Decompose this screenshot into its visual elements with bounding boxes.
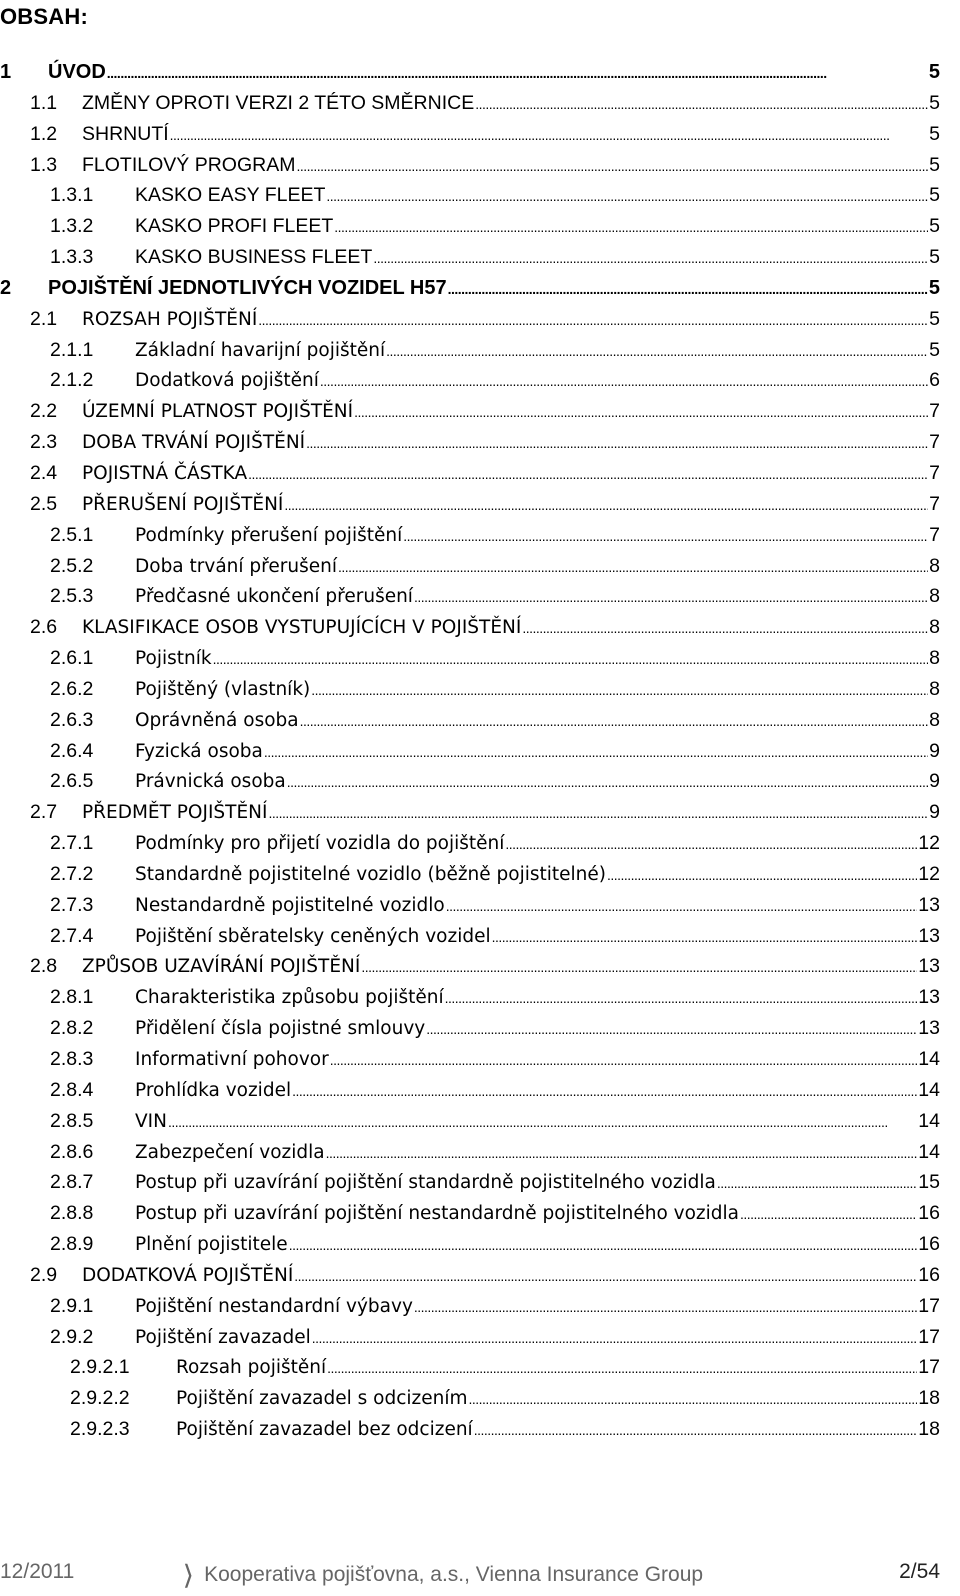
toc-dot-leader (284, 497, 928, 513)
toc-entry-title: Podmínky pro přijetí vozidla do pojištění (135, 833, 505, 855)
toc-entry[interactable] (0, 642, 960, 673)
toc-entry-number: 2.8.2 (50, 1017, 94, 1040)
toc-entry[interactable] (0, 611, 960, 642)
toc-entry-page: 15 (918, 1171, 940, 1194)
toc-dot-leader (312, 1330, 918, 1346)
toc-entry-number: 2.7.1 (50, 832, 94, 855)
toc-entry-page: 5 (929, 215, 940, 238)
toc-entry[interactable] (0, 950, 960, 981)
toc-entry-number: 2.1.2 (50, 369, 94, 392)
toc-entry[interactable] (0, 1290, 960, 1321)
toc-entry-body (176, 1418, 940, 1440)
toc-entry-page: 6 (929, 369, 940, 392)
toc-dot-leader (327, 1360, 917, 1376)
toc-entry-page: 8 (929, 554, 940, 577)
toc-entry-title: Přidělení čísla pojistné smlouvy (135, 1018, 426, 1040)
toc-dot-leader (338, 559, 928, 575)
footer-date: 12/2011 (0, 1560, 75, 1583)
toc-entry-number: 2.8.4 (50, 1078, 94, 1101)
toc-entry-title: Postup při uzavírání pojištění nestandardně pojistitelného vozidla (135, 1203, 740, 1225)
toc-dot-leader (248, 466, 928, 482)
toc-dot-leader (306, 435, 928, 451)
toc-entry[interactable] (0, 272, 960, 303)
toc-entry-title: KASKO EASY FLEET (135, 184, 326, 207)
toc-entry-title: ZPŮSOB UZAVÍRÁNÍ POJIŠTĚNÍ (82, 956, 361, 978)
page-footer (0, 1560, 960, 1590)
footer-company (178, 1560, 703, 1589)
toc-dot-leader (403, 528, 928, 544)
toc-entry-title: Plnění pojistitele (135, 1234, 288, 1256)
toc-entry-page: 13 (918, 893, 940, 916)
toc-entry-page: 13 (918, 986, 940, 1009)
toc-entry-number: 2.7 (30, 801, 58, 824)
toc-entry-page: 5 (929, 184, 940, 207)
toc-entry-title: Zabezpečení vozidla (135, 1141, 325, 1163)
toc-entry-page: 5 (929, 246, 940, 269)
toc-entry-title: ROZSAH POJIŠTĚNÍ (82, 308, 258, 330)
toc-entry-number: 2.9.2.3 (70, 1418, 130, 1441)
toc-entry-body (82, 462, 940, 484)
toc-entry[interactable] (0, 303, 960, 334)
toc-entry-body (135, 894, 940, 916)
toc-entry[interactable] (0, 457, 960, 488)
toc-entry-body (176, 1356, 940, 1378)
toc-dot-leader (492, 929, 918, 945)
toc-entry-body (135, 1202, 940, 1224)
toc-entry-body (135, 709, 940, 731)
toc-entry-number: 1.3.2 (50, 215, 94, 238)
toc-entry[interactable] (0, 858, 960, 889)
toc-entry-page: 12 (918, 862, 940, 885)
toc-entry-number: 1.1 (30, 91, 58, 114)
toc-entry-number: 2.8 (30, 955, 58, 978)
toc-entry[interactable] (0, 796, 960, 827)
toc-entry-title: Doba trvání přerušení (135, 555, 337, 577)
toc-entry[interactable] (0, 1321, 960, 1352)
toc-entry-number: 2 (0, 276, 12, 299)
toc-entry-page: 7 (929, 400, 940, 423)
toc-entry-number: 2.5 (30, 492, 58, 515)
toc-entry-page: 5 (928, 61, 940, 83)
toc-entry-body (82, 493, 940, 515)
toc-entry-title: Pojištěný (vlastník) (135, 678, 311, 700)
toc-dot-leader (717, 1175, 917, 1191)
toc-entry-title: Pojištění nestandardní výbavy (135, 1295, 413, 1317)
toc-entry-page: 13 (918, 924, 940, 947)
toc-entry[interactable] (0, 149, 960, 180)
toc-dot-leader (414, 589, 928, 605)
toc-entry[interactable] (0, 1413, 960, 1444)
toc-entry-page: 16 (918, 1233, 940, 1256)
toc-dot-leader (448, 281, 928, 297)
toc-entry-body (82, 1264, 940, 1286)
toc-heading: OBSAH: (0, 4, 88, 29)
toc-dot-leader (213, 651, 929, 667)
toc-entry-number: 2.6.1 (50, 647, 94, 670)
toc-entry-number: 2.1 (30, 307, 58, 330)
chevron-right-icon: ❭ (181, 1561, 196, 1588)
toc-entry-body (135, 369, 940, 391)
toc-dot-leader (326, 1145, 918, 1161)
toc-entry-body (135, 1048, 940, 1070)
toc-entry-title: FLOTILOVÝ PROGRAM (82, 153, 296, 176)
toc-dot-leader (268, 805, 928, 821)
toc-entry-title: ÚVOD (48, 61, 106, 83)
toc-entry-page: 5 (929, 153, 940, 176)
toc-entry-title: PŘERUŠENÍ POJIŠTĚNÍ (82, 493, 284, 515)
toc-entry-body (135, 1110, 940, 1132)
footer-company-name: Kooperativa pojišťovna, a.s., Vienna Insurance Group (204, 1562, 704, 1586)
toc-entry-number: 2.3 (30, 431, 58, 454)
toc-entry-page: 8 (929, 647, 940, 670)
toc-entry[interactable] (0, 426, 960, 457)
toc-entry-title: Informativní pohovor (135, 1049, 329, 1070)
toc-dot-leader (292, 1083, 917, 1099)
toc-entry[interactable] (0, 765, 960, 796)
toc-dot-leader (264, 744, 928, 760)
toc-entry-page: 9 (929, 801, 940, 824)
toc-entry-title: Prohlídka vozidel (135, 1079, 292, 1101)
toc-entry[interactable] (0, 920, 960, 951)
toc-entry-page: 14 (918, 1078, 940, 1101)
toc-entry-body (135, 925, 940, 947)
toc-dot-leader (740, 1206, 917, 1222)
toc-dot-leader (475, 96, 928, 112)
toc-entry-body (135, 986, 940, 1008)
toc-entry[interactable] (0, 488, 960, 519)
toc-dot-leader (522, 620, 928, 636)
toc-entry-page: 5 (929, 307, 940, 330)
toc-entry-title: Standardně pojistitelné vozidlo (běžně pojistitelné) (135, 863, 607, 885)
toc-entry-body (135, 1295, 940, 1317)
toc-entry[interactable] (0, 1136, 960, 1167)
toc-entry-number: 2.6.3 (50, 708, 94, 731)
toc-entry[interactable] (0, 519, 960, 550)
toc-dot-leader (474, 1422, 918, 1438)
toc-entry-title: POJIŠTĚNÍ JEDNOTLIVÝCH VOZIDEL H57 (48, 276, 447, 299)
toc-entry-number: 2.6.2 (50, 677, 94, 700)
toc-entry-body (135, 524, 940, 546)
toc-entry[interactable] (0, 118, 960, 149)
toc-entry[interactable] (0, 1228, 960, 1259)
toc-dot-leader (296, 158, 928, 174)
toc-entry-body (82, 431, 940, 453)
toc-entry-page: 8 (929, 616, 940, 639)
toc-entry-page: 8 (929, 708, 940, 731)
toc-dot-leader (505, 836, 917, 852)
toc-entry-page: 13 (918, 1017, 940, 1040)
toc-entry-body (48, 277, 940, 300)
toc-dot-leader (354, 404, 928, 420)
toc-entry-title: POJISTNÁ ČÁSTKA (82, 462, 248, 484)
toc-entry[interactable] (0, 981, 960, 1012)
toc-entry-title: Podmínky přerušení pojištění (135, 524, 403, 546)
toc-dot-leader (168, 1114, 917, 1130)
toc-entry-number: 2.8.7 (50, 1171, 94, 1194)
toc-entry[interactable] (0, 673, 960, 704)
toc-entry-title: DOBA TRVÁNÍ POJIŠTĚNÍ (82, 432, 306, 454)
toc-entry-body (135, 215, 940, 237)
toc-entry-body (135, 1079, 940, 1101)
toc-entry-body (48, 61, 940, 84)
toc-entry[interactable] (0, 735, 960, 766)
toc-entry[interactable] (0, 1105, 960, 1136)
toc-entry-number: 2.8.5 (50, 1109, 94, 1132)
toc-entry-body (135, 1326, 940, 1348)
toc-entry-page: 12 (918, 832, 940, 855)
toc-entry-page: 17 (918, 1294, 940, 1317)
toc-entry-number: 2.7.4 (50, 924, 94, 947)
toc-entry[interactable] (0, 827, 960, 858)
toc-entry[interactable] (0, 179, 960, 210)
toc-entry-number: 2.5.1 (50, 523, 94, 546)
toc-entry[interactable] (0, 87, 960, 118)
toc-entry-title: Dodatková pojištění (135, 370, 319, 392)
toc-entry-title: Pojištění zavazadel s odcizením (176, 1388, 468, 1410)
toc-entry-title: Pojištění sběratelsky ceněných vozidel (135, 925, 491, 947)
toc-entry-title: Pojištění zavazadel (135, 1326, 311, 1348)
toc-entry-number: 2.8.1 (50, 986, 94, 1009)
toc-entry-body (135, 339, 940, 361)
toc-entry-title: Postup při uzavírání pojištění standardně pojistitelného vozidla (135, 1172, 716, 1194)
toc-entry-page: 16 (918, 1202, 940, 1225)
toc-entry-page: 5 (928, 276, 940, 299)
toc-entry-body (82, 400, 940, 422)
toc-entry[interactable] (0, 364, 960, 395)
toc-entry[interactable] (0, 1166, 960, 1197)
toc-entry[interactable] (0, 210, 960, 241)
toc-dot-leader (107, 65, 928, 81)
toc-entry-number: 2.6.4 (50, 739, 94, 762)
toc-dot-leader (326, 188, 928, 204)
toc-entry-title: ÚZEMNÍ PLATNOST POJIŠTĚNÍ (82, 401, 354, 423)
toc-entry-body (135, 585, 940, 607)
toc-entry-number: 2.8.8 (50, 1202, 94, 1225)
toc-entry[interactable] (0, 56, 960, 87)
toc-entry-body (135, 863, 940, 885)
toc-entry-body (82, 92, 940, 114)
toc-entry-number: 2.9.2 (50, 1325, 94, 1348)
toc-entry-number: 2.1.1 (50, 338, 94, 361)
toc-entry-body (82, 616, 940, 638)
toc-entry[interactable] (0, 1074, 960, 1105)
toc-entry[interactable] (0, 1382, 960, 1413)
toc-entry-body (135, 740, 940, 762)
toc-entry-page: 7 (929, 523, 940, 546)
toc-entry-number: 2.6 (30, 616, 58, 639)
toc-entry-number: 2.9.1 (50, 1294, 94, 1317)
table-of-contents (0, 56, 960, 1444)
toc-entry-number: 2.8.6 (50, 1140, 94, 1163)
toc-entry-number: 1 (0, 61, 12, 83)
toc-entry-number: 1.2 (30, 122, 58, 145)
toc-entry-body (135, 832, 940, 854)
toc-dot-leader (258, 312, 928, 328)
toc-entry[interactable] (0, 550, 960, 581)
toc-entry-body (135, 1141, 940, 1163)
toc-entry-page: 7 (929, 461, 940, 484)
toc-entry-title: Charakteristika způsobu pojištění (135, 987, 444, 1009)
toc-entry-title: Nestandardně pojistitelné vozidlo (135, 894, 445, 916)
toc-entry-body (135, 184, 940, 206)
toc-dot-leader (294, 1268, 917, 1284)
toc-entry-title: Základní havarijní pojištění (135, 339, 386, 361)
toc-entry[interactable] (0, 1012, 960, 1043)
toc-dot-leader (287, 774, 928, 790)
toc-dot-leader (386, 343, 928, 359)
toc-entry-title: Pojistník (135, 648, 212, 670)
toc-dot-leader (469, 1391, 918, 1407)
toc-entry-title: DODATKOVÁ POJIŠTĚNÍ (82, 1264, 294, 1286)
toc-entry-body (135, 1017, 940, 1039)
toc-entry-title: PŘEDMĚT POJIŠTĚNÍ (82, 802, 268, 824)
toc-dot-leader (361, 959, 917, 975)
toc-entry-number: 2.7.2 (50, 862, 94, 885)
toc-entry-body (135, 1171, 940, 1193)
toc-entry-page: 14 (918, 1109, 940, 1132)
toc-entry-page: 18 (918, 1418, 940, 1441)
toc-entry[interactable] (0, 395, 960, 426)
toc-entry[interactable] (0, 1259, 960, 1290)
toc-entry-page: 17 (918, 1356, 940, 1379)
toc-dot-leader (170, 127, 928, 143)
toc-entry[interactable] (0, 1197, 960, 1228)
toc-entry-number: 1.3.1 (50, 184, 94, 207)
toc-entry-number: 2.2 (30, 400, 58, 423)
toc-entry-page: 5 (929, 338, 940, 361)
toc-entry[interactable] (0, 704, 960, 735)
toc-entry-body (82, 308, 940, 330)
toc-entry-page: 14 (918, 1140, 940, 1163)
toc-entry-page: 16 (918, 1263, 940, 1286)
toc-entry-number: 2.6.5 (50, 770, 94, 793)
toc-entry-body (176, 1387, 940, 1409)
toc-entry-page: 8 (929, 677, 940, 700)
toc-entry-title: VIN (135, 1110, 167, 1132)
toc-entry-body (135, 678, 940, 700)
footer-page-number: 2/54 (899, 1560, 940, 1583)
toc-dot-leader (446, 898, 918, 914)
toc-dot-leader (311, 682, 928, 698)
toc-entry-body (135, 1233, 940, 1255)
toc-dot-leader (320, 373, 928, 389)
toc-entry-body (82, 123, 940, 145)
toc-entry-title: Oprávněná osoba (135, 709, 299, 731)
toc-entry-title: SHRNUTÍ (82, 122, 169, 145)
toc-entry-number: 2.9 (30, 1263, 58, 1286)
toc-entry[interactable] (0, 1043, 960, 1074)
toc-entry-body (82, 801, 940, 823)
toc-entry[interactable] (0, 889, 960, 920)
toc-entry-body (135, 246, 940, 268)
toc-dot-leader (373, 250, 928, 266)
toc-entry-body (135, 770, 940, 792)
toc-entry-number: 2.8.3 (50, 1048, 94, 1070)
toc-entry[interactable] (0, 334, 960, 365)
toc-entry-number: 2.5.2 (50, 554, 94, 577)
toc-entry-title: ZMĚNY OPROTI VERZI 2 TÉTO SMĚRNICE (82, 91, 475, 114)
toc-entry-page: 8 (929, 585, 940, 608)
toc-entry-page: 9 (929, 739, 940, 762)
toc-entry-page: 5 (929, 91, 940, 114)
toc-entry-page: 7 (929, 492, 940, 515)
toc-entry-body (135, 555, 940, 577)
toc-entry-number: 2.4 (30, 461, 58, 484)
toc-entry[interactable] (0, 580, 960, 611)
toc-entry-title: Právnická osoba (135, 771, 286, 793)
toc-dot-leader (414, 1299, 917, 1315)
toc-entry-number: 2.5.3 (50, 585, 94, 608)
toc-entry[interactable] (0, 1351, 960, 1382)
toc-entry-page: 18 (918, 1387, 940, 1410)
toc-entry-page: 17 (918, 1325, 940, 1348)
toc-entry-number: 2.7.3 (50, 893, 94, 916)
toc-entry-page: 5 (929, 122, 940, 145)
toc-entry-title: Pojištění zavazadel bez odcizení (176, 1419, 473, 1441)
toc-dot-leader (330, 1052, 918, 1068)
toc-entry-title: KASKO BUSINESS FLEET (135, 246, 373, 269)
toc-dot-leader (334, 219, 928, 235)
toc-entry-number: 2.8.9 (50, 1233, 94, 1256)
toc-dot-leader (426, 1021, 917, 1037)
toc-entry-page: 9 (929, 770, 940, 793)
toc-entry-body (82, 955, 940, 977)
toc-entry-number: 2.9.2.2 (70, 1387, 130, 1410)
toc-entry[interactable] (0, 241, 960, 272)
toc-entry-page: 14 (918, 1048, 940, 1070)
toc-dot-leader (445, 990, 918, 1006)
toc-dot-leader (607, 867, 917, 883)
toc-entry-title: KASKO PROFI FLEET (135, 215, 334, 238)
toc-entry-body (135, 647, 940, 669)
toc-entry-number: 1.3 (30, 153, 58, 176)
toc-dot-leader (300, 713, 929, 729)
toc-entry-body (82, 154, 940, 176)
toc-entry-page: 13 (918, 955, 940, 978)
toc-entry-page: 7 (929, 431, 940, 454)
toc-entry-number: 1.3.3 (50, 246, 94, 269)
toc-entry-title: Rozsah pojištění (176, 1357, 327, 1379)
toc-entry-title: Předčasné ukončení přerušení (135, 586, 413, 608)
toc-dot-leader (289, 1237, 918, 1253)
toc-entry-title: KLASIFIKACE OSOB VYSTUPUJÍCÍCH V POJIŠTĚNÍ (82, 617, 522, 639)
toc-entry-number: 2.9.2.1 (70, 1356, 130, 1379)
toc-entry-title: Fyzická osoba (135, 740, 263, 762)
